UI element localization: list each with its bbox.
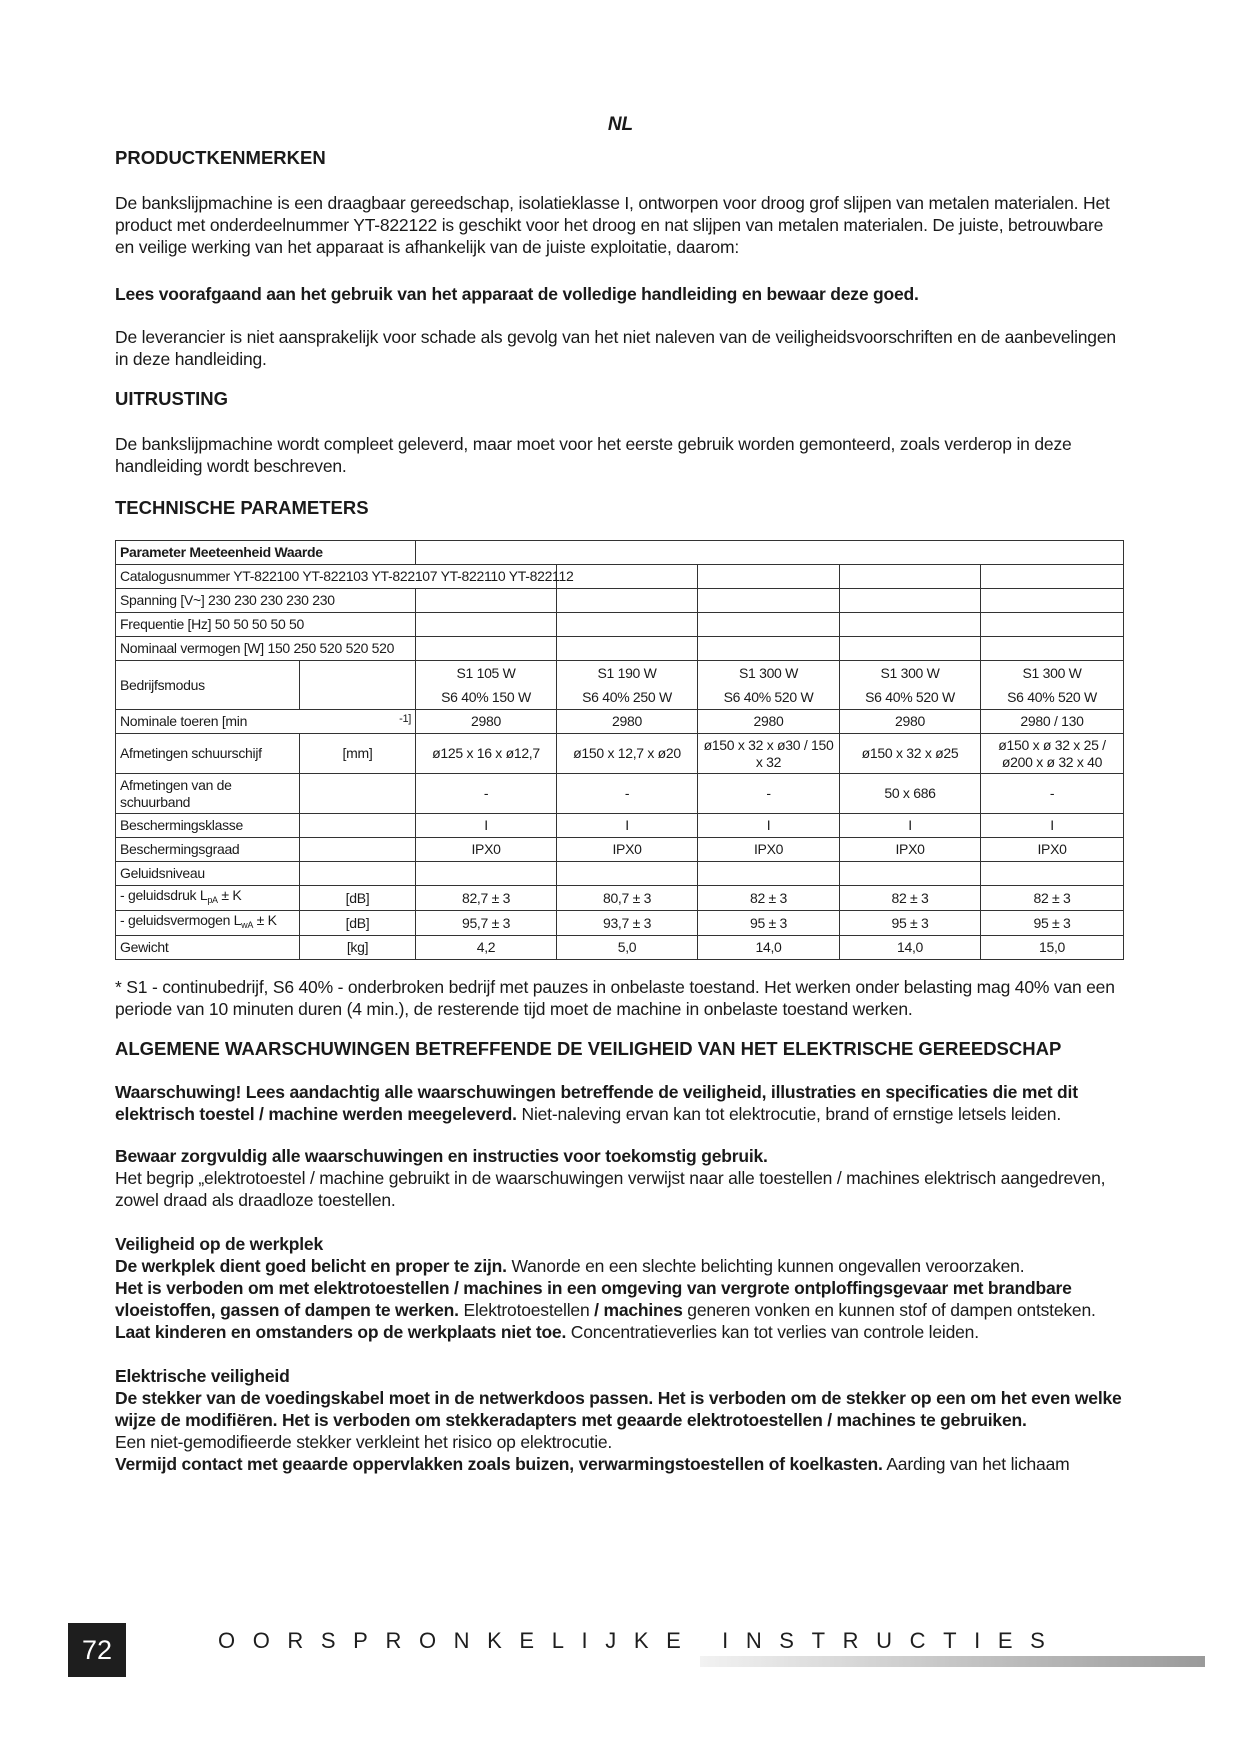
table-cell: 5,0 bbox=[557, 936, 698, 960]
table-row-catalog bbox=[116, 565, 1124, 589]
table-cell-name: Afmetingen van de schuurband bbox=[116, 774, 300, 814]
table-row-speed bbox=[116, 710, 1124, 734]
heading-general-warnings: ALGEMENE WAARSCHUWINGEN BETREFFENDE DE VEILIGHEID VAN HET ELEKTRISCHE GEREEDSCHAP bbox=[115, 1038, 1062, 1059]
heading-workplace-safety: Veiligheid op de werkplek bbox=[115, 1234, 323, 1254]
table-row-voltage bbox=[116, 589, 1124, 613]
table-cell: 50 x 686 bbox=[840, 774, 981, 814]
table-cell-name: Beschermingsklasse bbox=[116, 814, 300, 838]
table-cell: - bbox=[416, 774, 557, 814]
para-equipment: De bankslijpmachine wordt compleet geleverd, maar moet voor het eerste gebruik worden gemonteerd, zoals verderop in deze handleiding wordt beschreven. bbox=[115, 434, 1072, 476]
para-keep-instructions: Bewaar zorgvuldig alle waarschuwingen en instructies voor toekomstig gebruik. bbox=[115, 1146, 768, 1166]
heading-productkenmerken: PRODUCTKENMERKEN bbox=[115, 147, 326, 168]
table-cell: S1 300 W bbox=[698, 661, 840, 686]
table-cell-name: Geluidsniveau bbox=[116, 862, 300, 886]
table-cell: S1 105 W bbox=[416, 661, 557, 686]
table-cell: 82,7 ± 3 bbox=[416, 886, 557, 911]
table-cell-name: - geluidsdruk $L_{pA} \pm K$ bbox=[116, 886, 300, 911]
table-catalog-cell: Catalogusnummer YT-822100 YT-822103 YT-822107 YT-822110 YT-822112 bbox=[116, 565, 557, 589]
table-header-cell: Parameter Meeteenheid Waarde bbox=[116, 541, 416, 565]
table-cell: 82 ± 3 bbox=[981, 886, 1124, 911]
table-cell: 14,0 bbox=[840, 936, 981, 960]
table-cell: 2980 bbox=[698, 710, 840, 734]
table-cell-name: Bedrijfsmodus bbox=[116, 661, 300, 710]
table-row-sound-power bbox=[116, 911, 1124, 936]
heading-technische-parameters: TECHNISCHE PARAMETERS bbox=[115, 497, 369, 518]
table-cell-unit bbox=[300, 661, 416, 710]
table-cell: ø150 x 32 x ø25 bbox=[840, 734, 981, 774]
table-row-power bbox=[116, 637, 1124, 661]
table-cell: S6 40% 520 W bbox=[981, 685, 1124, 710]
table-cell: 82 ± 3 bbox=[840, 886, 981, 911]
table-cell: 82 ± 3 bbox=[698, 886, 840, 911]
table-cell: S6 40% 150 W bbox=[416, 685, 557, 710]
table-cell-unit: [dB] bbox=[300, 911, 416, 936]
table-cell: 2980 bbox=[416, 710, 557, 734]
table-power-cell: Nominaal vermogen [W] 150 250 520 520 520 bbox=[116, 637, 416, 661]
table-cell-unit bbox=[300, 814, 416, 838]
table-cell: IPX0 bbox=[557, 838, 698, 862]
table-row-mode bbox=[116, 661, 1124, 686]
para-product-description: De bankslijpmachine is een draagbaar gereedschap, isolatieklasse I, ontworpen voor droog grof slijpen van metalen materialen. Het product met onderdeelnummer YT-822122 is geschikt voor het droog en nat slijpen van metalen materialen. De juiste, betrouwbare en veilige werking van het apparaat is afhankelijk van de juiste exploitatie, daarom: bbox=[115, 193, 1110, 257]
table-cell: S6 40% 520 W bbox=[840, 685, 981, 710]
table-cell-name: Gewicht bbox=[116, 936, 300, 960]
footer-title: OORSPRONKELIJKE INSTRUCTIES bbox=[218, 1628, 1063, 1653]
table-cell: I bbox=[557, 814, 698, 838]
table-row-weight bbox=[116, 936, 1124, 960]
table-cell bbox=[698, 862, 840, 886]
table-cell: 2980 bbox=[840, 710, 981, 734]
page-number: 72 bbox=[68, 1623, 126, 1677]
table-footnote: * S1 - continubedrijf, S6 40% - onderbroken bedrijf met pauzes in onbelaste toestand. Het werken onder belasting mag 40% van een periode van 10 minuten duren (4 min.), de resterende tijd moet de machine in onbelaste toestand werken. bbox=[115, 977, 1115, 1019]
table-cell: 95 ± 3 bbox=[981, 911, 1124, 936]
table-frequency-cell: Frequentie [Hz] 50 50 50 50 50 bbox=[116, 613, 416, 637]
table-row-protection-degree bbox=[116, 838, 1124, 862]
table-cell: S6 40% 520 W bbox=[698, 685, 840, 710]
table-row-disc bbox=[116, 734, 1124, 774]
table-cell-unit: -1] bbox=[300, 710, 416, 734]
table-cell: ø150 x 32 x ø30 / 150 x 32 bbox=[698, 734, 840, 774]
table-row-header bbox=[116, 541, 1124, 565]
table-cell-unit: [mm] bbox=[300, 734, 416, 774]
table-cell: S6 40% 250 W bbox=[557, 685, 698, 710]
table-cell bbox=[840, 862, 981, 886]
para-electrical-1-normal: Een niet-gemodifieerde stekker verkleint het risico op elektrocutie. bbox=[115, 1432, 613, 1452]
table-cell: 80,7 ± 3 bbox=[557, 886, 698, 911]
table-cell: IPX0 bbox=[416, 838, 557, 862]
table-cell: 15,0 bbox=[981, 936, 1124, 960]
table-cell: 2980 bbox=[557, 710, 698, 734]
para-workplace-1: De werkplek dient goed belicht en proper te zijn. Wanorde en een slechte belichting kunnen ongevallen veroorzaken. bbox=[115, 1256, 1025, 1276]
para-electrical-2: Vermijd contact met geaarde oppervlakken zoals buizen, verwarmingstoestellen of koelkasten. Aarding van het lichaam bbox=[115, 1454, 1070, 1474]
page-content bbox=[115, 146, 1123, 1475]
table-cell: I bbox=[981, 814, 1124, 838]
footer-gradient-bar bbox=[700, 1656, 1205, 1667]
heading-uitrusting: UITRUSTING bbox=[115, 388, 229, 409]
para-electrical-1-bold: De stekker van de voedingskabel moet in de netwerkdoos passen. Het is verboden om de stekker op een om het even welke wijze de modifiëren. Het is verboden om stekkeradapters met geaarde elektrotoestellen / machines te gebruiken. bbox=[115, 1388, 1122, 1430]
table-cell: 95 ± 3 bbox=[840, 911, 981, 936]
table-cell-name: Beschermingsgraad bbox=[116, 838, 300, 862]
technical-parameters-table bbox=[115, 540, 1124, 960]
heading-electrical-safety: Elektrische veiligheid bbox=[115, 1366, 290, 1386]
table-voltage-cell: Spanning [V~] 230 230 230 230 230 bbox=[116, 589, 416, 613]
table-cell: 93,7 ± 3 bbox=[557, 911, 698, 936]
table-cell-name: Nominale toeren [min bbox=[116, 710, 300, 734]
table-cell: IPX0 bbox=[981, 838, 1124, 862]
table-row-sound-pressure bbox=[116, 886, 1124, 911]
table-cell: S1 190 W bbox=[557, 661, 698, 686]
table-cell-name: Afmetingen schuurschijf bbox=[116, 734, 300, 774]
para-workplace-3: Laat kinderen en omstanders op de werkplaats niet toe. Concentratieverlies kan tot verlies van controle leiden. bbox=[115, 1322, 979, 1342]
para-liability: De leverancier is niet aansprakelijk voor schade als gevolg van het niet naleven van de veiligheidsvoorschriften en de aanbevelingen in deze handleiding. bbox=[115, 327, 1116, 369]
table-cell: 95 ± 3 bbox=[698, 911, 840, 936]
para-warning: Waarschuwing! Lees aandachtig alle waarschuwingen betreffende de veiligheid, illustraties en specificaties die met dit elektrisch toestel / machine werden meegeleverd. Niet-naleving ervan kan tot elektrocutie, brand of ernstige letsels leiden. bbox=[115, 1082, 1078, 1124]
table-cell: I bbox=[416, 814, 557, 838]
table-cell: IPX0 bbox=[698, 838, 840, 862]
table-cell: - bbox=[698, 774, 840, 814]
table-cell: S1 300 W bbox=[981, 661, 1124, 686]
table-row-noise bbox=[116, 862, 1124, 886]
table-cell: - bbox=[981, 774, 1124, 814]
table-row-protection-class bbox=[116, 814, 1124, 838]
table-cell bbox=[416, 862, 557, 886]
para-read-manual: Lees voorafgaand aan het gebruik van het apparaat de volledige handleiding en bewaar deze goed. bbox=[115, 284, 919, 304]
table-cell: I bbox=[698, 814, 840, 838]
table-row-frequency bbox=[116, 613, 1124, 637]
table-cell: 2980 / 130 bbox=[981, 710, 1124, 734]
table-cell: 4,2 bbox=[416, 936, 557, 960]
para-term-definition: Het begrip „elektrotoestel / machine gebruikt in de waarschuwingen verwijst naar alle toestellen / machines elektrisch aangedreven, zowel draad als draadloze toestellen. bbox=[115, 1168, 1106, 1210]
table-cell bbox=[981, 862, 1124, 886]
table-cell-unit: [dB] bbox=[300, 886, 416, 911]
table-cell: ø125 x 16 x ø12,7 bbox=[416, 734, 557, 774]
table-cell: - bbox=[557, 774, 698, 814]
table-cell: S1 300 W bbox=[840, 661, 981, 686]
language-marker: NL bbox=[607, 114, 634, 135]
table-cell-unit: [kg] bbox=[300, 936, 416, 960]
table-cell: ø150 x ø 32 x 25 / ø200 x ø 32 x 40 bbox=[981, 734, 1124, 774]
table-cell bbox=[557, 862, 698, 886]
table-cell-unit bbox=[300, 838, 416, 862]
table-cell-name: - geluidsvermogen $L_{wA} \pm K$ bbox=[116, 911, 300, 936]
table-cell-unit bbox=[300, 774, 416, 814]
table-cell: ø150 x 12,7 x ø20 bbox=[557, 734, 698, 774]
table-cell: 95,7 ± 3 bbox=[416, 911, 557, 936]
table-cell: IPX0 bbox=[840, 838, 981, 862]
table-row-belt bbox=[116, 774, 1124, 814]
para-workplace-2: Het is verboden om met elektrotoestellen / machines in een omgeving van vergrote ontploffingsgevaar met brandbare vloeistoffen, gassen of dampen te werken. Elektrotoestellen / machines generen vonken en kunnen stof of dampen ontsteken. bbox=[115, 1278, 1096, 1320]
table-cell: 14,0 bbox=[698, 936, 840, 960]
table-cell-unit bbox=[300, 862, 416, 886]
table-cell: I bbox=[840, 814, 981, 838]
